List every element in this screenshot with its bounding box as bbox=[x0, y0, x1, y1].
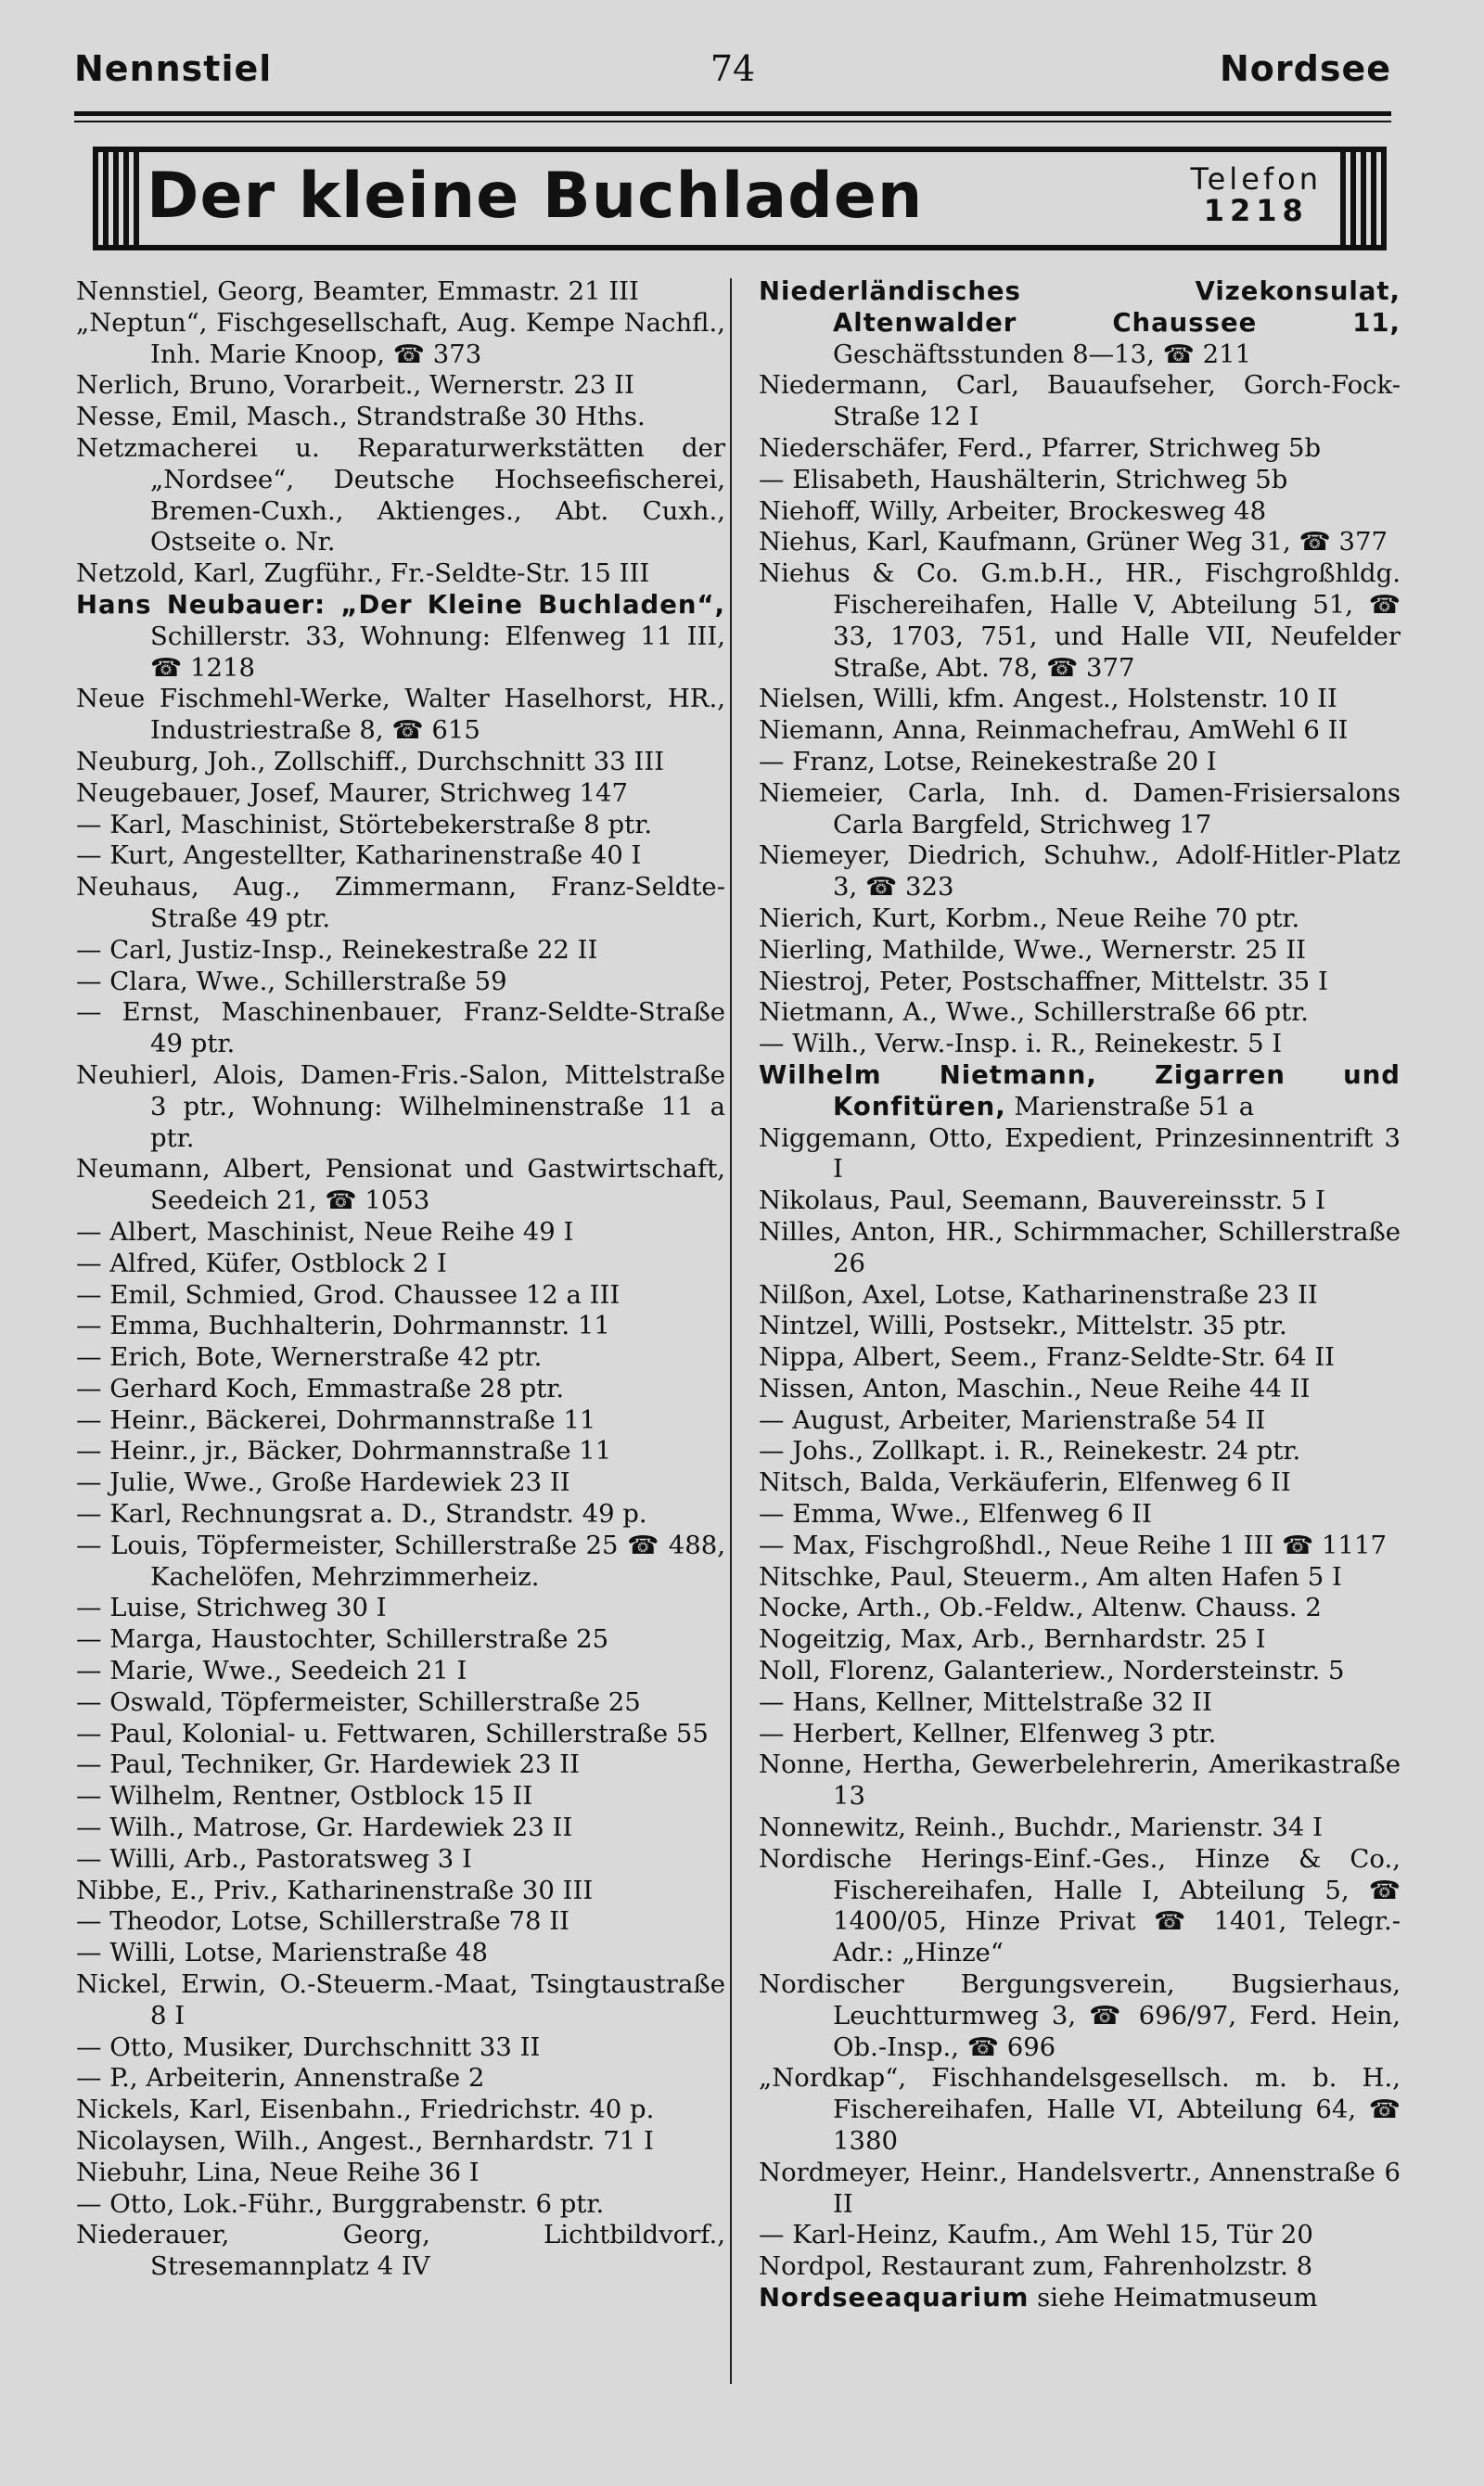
entry-text: Nilles, Anton, HR., Schirmmacher, Schillerstraße 26 bbox=[759, 1216, 1401, 1278]
directory-entry bbox=[76, 2189, 725, 2221]
entry-text: „Neptun“, Fischgesellschaft, Aug. Kempe Nachfl., Inh. Marie Knoop, ☎ 373 bbox=[76, 307, 725, 369]
entry-text: Niehus, Karl, Kaufmann, Grüner Weg 31, ☎ 377 bbox=[759, 527, 1388, 557]
entry-bold-name: Nordseeaquarium bbox=[759, 2283, 1030, 2313]
entry-text: Nickel, Erwin, O.-Steuerm.-Maat, Tsingtaustraße 8 I bbox=[76, 1969, 725, 2031]
entry-text: Niederauer, Georg, Lichtbildvorf., Stresemannplatz 4 IV bbox=[76, 2220, 725, 2282]
directory-entry bbox=[76, 997, 725, 1060]
telefon-label: Telefon bbox=[1190, 161, 1322, 197]
entry-text: — Albert, Maschinist, Neue Reihe 49 I bbox=[76, 1216, 574, 1247]
directory-entry bbox=[76, 1781, 725, 1813]
banner-title: Der kleine Buchladen bbox=[147, 160, 924, 233]
entry-text: Niggemann, Otto, Expedient, Prinzesinnentrift 3 I bbox=[759, 1122, 1401, 1185]
entry-text: Marienstraße 51 a bbox=[1005, 1091, 1255, 1121]
entry-text: Nerlich, Bruno, Vorarbeit., Wernerstr. 23 II bbox=[76, 370, 634, 401]
entry-text: siehe Heimatmuseum bbox=[1029, 2283, 1318, 2313]
directory-entry bbox=[76, 935, 725, 967]
directory-entry bbox=[76, 840, 725, 872]
directory-entry bbox=[76, 1624, 725, 1656]
entry-text: Nitschke, Paul, Steuerm., Am alten Hafen 5 I bbox=[759, 1561, 1342, 1592]
directory-entry bbox=[76, 558, 725, 590]
directory-entry bbox=[76, 370, 725, 402]
entry-text: Nilßon, Axel, Lotse, Katharinenstraße 23 II bbox=[759, 1279, 1318, 1310]
directory-entry bbox=[759, 840, 1401, 903]
entry-text: — Wilh., Matrose, Gr. Hardewiek 23 II bbox=[76, 1813, 573, 1843]
entry-text: — Paul, Techniker, Gr. Hardewiek 23 II bbox=[76, 1749, 580, 1780]
advertisement-banner bbox=[93, 147, 1387, 250]
entry-text: Niemeier, Carla, Inh. d. Damen-Frisiersalons Carla Bargfeld, Strichweg 17 bbox=[759, 777, 1401, 839]
entry-bold-name: Wilhelm Nietmann, Zigarren und Konfitüren, bbox=[759, 1059, 1401, 1121]
entry-text: Nibbe, E., Priv., Katharinenstraße 30 III bbox=[76, 1875, 594, 1905]
entry-text: — Emil, Schmied, Grod. Chaussee 12 a III bbox=[76, 1279, 620, 1310]
directory-entry bbox=[759, 1467, 1401, 1499]
telefon-number: 1218 bbox=[1203, 193, 1309, 228]
entry-bold-name: Niederländisches Vizekonsulat, Altenwalder Chaussee 11, bbox=[759, 276, 1401, 338]
directory-entry bbox=[759, 2283, 1401, 2314]
entry-text: — Emma, Buchhalterin, Dohrmannstr. 11 bbox=[76, 1311, 610, 1341]
directory-entry bbox=[759, 2251, 1401, 2283]
directory-entry bbox=[759, 1656, 1401, 1687]
entry-text: — Karl, Rechnungsrat a. D., Strandstr. 49 p. bbox=[76, 1499, 647, 1530]
entry-text: — P., Arbeiterin, Annenstraße 2 bbox=[76, 2063, 485, 2094]
entry-text: Neue Fischmehl-Werke, Walter Haselhorst, HR., Industriestraße 8, ☎ 615 bbox=[76, 684, 725, 746]
entry-text: — Herbert, Kellner, Elfenweg 3 ptr. bbox=[759, 1718, 1217, 1749]
directory-entry bbox=[76, 1844, 725, 1876]
directory-entry bbox=[76, 2032, 725, 2064]
entry-text: Nennstiel, Georg, Beamter, Emmastr. 21 III bbox=[76, 276, 639, 306]
directory-entry bbox=[76, 1217, 725, 1249]
entry-text: — Paul, Kolonial- u. Fettwaren, Schillerstraße 55 bbox=[76, 1718, 709, 1749]
directory-entry bbox=[76, 433, 725, 558]
entry-text: Nordpol, Restaurant zum, Fahrenholzstr. 8 bbox=[759, 2251, 1313, 2282]
column-divider bbox=[730, 278, 732, 2384]
right-column bbox=[759, 276, 1401, 2314]
entry-text: — Louis, Töpfermeister, Schillerstraße 25 ☎ 488, Kachelöfen, Mehrzimmerheiz. bbox=[76, 1530, 725, 1592]
entry-text: — Hans, Kellner, Mittelstraße 32 II bbox=[759, 1686, 1212, 1717]
directory-entry bbox=[76, 2095, 725, 2126]
entry-text: Netzmacherei u. Reparaturwerkstätten der „Nordsee“, Deutsche Hochseefischerei, Bremen-Cuxh., Aktienges., Abt. Cuxh., Ostseite o. Nr. bbox=[76, 432, 725, 557]
entry-text: „Nordkap“, Fischhandelsgesellsch. m. b. H., Fischereihafen, Halle VI, Abteilung 64, ☎ 1380 bbox=[759, 2063, 1401, 2157]
directory-entry bbox=[759, 1749, 1401, 1813]
entry-text: Nikolaus, Paul, Seemann, Bauvereinsstr. 5 I bbox=[759, 1185, 1326, 1216]
entry-text: — Theodor, Lotse, Schillerstraße 78 II bbox=[76, 1906, 569, 1937]
directory-entry bbox=[759, 1844, 1401, 1969]
directory-entry bbox=[759, 967, 1401, 998]
entry-text: Niehus & Co. G.m.b.H., HR., Fischgroßhldg. Fischereihafen, Halle V, Abteilung 51, ☎ 33, 1703, 751, und Halle VII, Neufelder Straße, Abt. 78, ☎ 377 bbox=[759, 558, 1401, 683]
directory-entry bbox=[759, 433, 1401, 465]
entry-text: Niederschäfer, Ferd., Pfarrer, Strichweg 5b bbox=[759, 432, 1322, 463]
entry-text: Nierling, Mathilde, Wwe., Wernerstr. 25 II bbox=[759, 934, 1307, 965]
directory-entry bbox=[759, 1624, 1401, 1656]
directory-entry bbox=[759, 1374, 1401, 1405]
entry-text: Nonnewitz, Reinh., Buchdr., Marienstr. 34 I bbox=[759, 1813, 1323, 1843]
entry-text: — Wilhelm, Rentner, Ostblock 15 II bbox=[76, 1781, 533, 1812]
directory-entry bbox=[759, 465, 1401, 496]
entry-text: Nesse, Emil, Masch., Strandstraße 30 Hths. bbox=[76, 402, 646, 432]
directory-entry bbox=[759, 778, 1401, 841]
entry-text: — Franz, Lotse, Reinekestraße 20 I bbox=[759, 746, 1217, 776]
entry-text: — Kurt, Angestellter, Katharinenstraße 40 I bbox=[76, 840, 642, 871]
entry-text: — Gerhard Koch, Emmastraße 28 ptr. bbox=[76, 1373, 565, 1403]
directory-entry bbox=[76, 1938, 725, 1969]
left-column bbox=[76, 276, 725, 2283]
running-header bbox=[74, 48, 1391, 95]
directory-entry bbox=[759, 2158, 1401, 2221]
entry-text: Nordische Herings-Einf.-Ges., Hinze & Co., Fischereihafen, Halle I, Abteilung 5, ☎ 1400/05, Hinze Privat ☎ 1401, Telegr.-Adr.: „Hinze“ bbox=[759, 1843, 1401, 1968]
directory-entry bbox=[759, 2063, 1401, 2157]
directory-entry bbox=[759, 1123, 1401, 1186]
entry-text: Schillerstr. 33, Wohnung: Elfenweg 11 III, ☎ 1218 bbox=[150, 621, 725, 683]
entry-text: Niemeyer, Diedrich, Schuhw., Adolf-Hitler-Platz 3, ☎ 323 bbox=[759, 840, 1401, 903]
directory-entry bbox=[76, 872, 725, 935]
directory-entry bbox=[759, 1719, 1401, 1750]
entry-text: Nicolaysen, Wilh., Angest., Bernhardstr. 71 I bbox=[76, 2126, 654, 2157]
header-left-word: Nennstiel bbox=[74, 48, 273, 89]
directory-entry bbox=[76, 1467, 725, 1499]
entry-text: Neumann, Albert, Pensionat und Gastwirtschaft, Seedeich 21, ☎ 1053 bbox=[76, 1154, 725, 1216]
entry-text: — Ernst, Maschinenbauer, Franz-Seldte-Straße 49 ptr. bbox=[76, 997, 725, 1059]
entry-text: Nogeitzig, Max, Arb., Bernhardstr. 25 I bbox=[759, 1624, 1266, 1655]
entry-text: — Karl, Maschinist, Störtebekerstraße 8 ptr. bbox=[76, 809, 653, 839]
directory-entry bbox=[76, 2220, 725, 2283]
entry-text: Nissen, Anton, Maschin., Neue Reihe 44 II bbox=[759, 1373, 1311, 1403]
directory-entry bbox=[76, 1342, 725, 1374]
directory-entry bbox=[76, 967, 725, 998]
entry-text: — Emma, Wwe., Elfenweg 6 II bbox=[759, 1499, 1152, 1530]
directory-entry bbox=[76, 2158, 725, 2189]
entry-text: Nordmeyer, Heinr., Handelsvertr., Annenstraße 6 II bbox=[759, 2157, 1401, 2219]
directory-entry bbox=[759, 370, 1401, 433]
directory-entry bbox=[76, 1656, 725, 1687]
entry-text: — Otto, Musiker, Durchschnitt 33 II bbox=[76, 2031, 541, 2062]
header-rule-thin bbox=[74, 121, 1391, 122]
directory-entry bbox=[76, 1531, 725, 1594]
entry-text: Nintzel, Willi, Postsekr., Mittelstr. 35 ptr. bbox=[759, 1311, 1287, 1341]
entry-text: Nielsen, Willi, kfm. Angest., Holstenstr. 10 II bbox=[759, 684, 1337, 714]
directory-entry bbox=[76, 1060, 725, 1154]
header-rule bbox=[74, 111, 1391, 116]
entry-text: Neuburg, Joh., Zollschiff., Durchschnitt 33 III bbox=[76, 746, 665, 776]
directory-entry bbox=[759, 1217, 1401, 1280]
directory-entry bbox=[76, 1280, 725, 1312]
entry-text: — Alfred, Küfer, Ostblock 2 I bbox=[76, 1248, 447, 1278]
entry-text: Neuhaus, Aug., Zimmermann, Franz-Seldte-Straße 49 ptr. bbox=[76, 872, 725, 933]
directory-entry bbox=[759, 715, 1401, 747]
directory-entry bbox=[759, 1687, 1401, 1719]
directory-entry bbox=[76, 1749, 725, 1781]
entry-text: — Marie, Wwe., Seedeich 21 I bbox=[76, 1656, 467, 1686]
entry-text: — Julie, Wwe., Große Hardewiek 23 II bbox=[76, 1467, 570, 1498]
directory-entry bbox=[76, 590, 725, 684]
directory-entry bbox=[759, 1969, 1401, 2063]
entry-text: Niemann, Anna, Reinmachefrau, AmWehl 6 II bbox=[759, 715, 1349, 746]
entry-text: — Elisabeth, Haushälterin, Strichweg 5b bbox=[759, 464, 1288, 494]
directory-entry bbox=[76, 1249, 725, 1280]
directory-entry bbox=[759, 903, 1401, 935]
directory-entry bbox=[76, 1374, 725, 1405]
entry-text: Nietmann, A., Wwe., Schillerstraße 66 ptr. bbox=[759, 997, 1310, 1028]
directory-entry bbox=[759, 1531, 1401, 1562]
directory-entry bbox=[76, 1311, 725, 1342]
directory-entry bbox=[76, 1499, 725, 1531]
directory-entry bbox=[76, 1154, 725, 1217]
entry-text: — Wilh., Verw.-Insp. i. R., Reinekestr. 5 I bbox=[759, 1029, 1283, 1059]
directory-entry bbox=[759, 1029, 1401, 1060]
directory-entry bbox=[759, 276, 1401, 370]
entry-text: Neuhierl, Alois, Damen-Fris.-Salon, Mittelstraße 3 ptr., Wohnung: Wilhelminenstraße 11 a ptr. bbox=[76, 1059, 725, 1153]
entry-text: Geschäftsstunden 8—13, ☎ 211 bbox=[833, 339, 1252, 369]
entry-text: — Johs., Zollkapt. i. R., Reinekestr. 24 ptr. bbox=[759, 1436, 1301, 1467]
page-number: 74 bbox=[710, 48, 756, 89]
directory-entry bbox=[759, 1342, 1401, 1374]
directory-entry bbox=[759, 1562, 1401, 1594]
entry-text: — Max, Fischgroßhdl., Neue Reihe 1 III ☎ 1117 bbox=[759, 1530, 1388, 1560]
directory-entry bbox=[76, 1719, 725, 1750]
directory-entry bbox=[759, 1813, 1401, 1844]
directory-entry bbox=[759, 1499, 1401, 1531]
entry-text: — Otto, Lok.-Führ., Burggrabenstr. 6 ptr. bbox=[76, 2188, 605, 2219]
entry-text: Nierich, Kurt, Korbm., Neue Reihe 70 ptr. bbox=[759, 903, 1300, 933]
directory-entry bbox=[76, 1436, 725, 1467]
entry-text: Niebuhr, Lina, Neue Reihe 36 I bbox=[76, 2157, 480, 2187]
directory-entry bbox=[759, 1593, 1401, 1624]
directory-entry bbox=[759, 935, 1401, 967]
directory-entry bbox=[76, 2063, 725, 2095]
directory-entry bbox=[76, 1969, 725, 2032]
directory-entry bbox=[76, 1687, 725, 1719]
directory-entry bbox=[76, 810, 725, 841]
directory-entry bbox=[76, 308, 725, 371]
directory-entry bbox=[759, 1185, 1401, 1217]
directory-entry bbox=[759, 1311, 1401, 1342]
directory-entry bbox=[759, 684, 1401, 715]
entry-text: Nordischer Bergungsverein, Bugsierhaus, Leuchtturmweg 3, ☎ 696/97, Ferd. Hein, Ob.-Insp., ☎ 696 bbox=[759, 1969, 1401, 2062]
directory-entry bbox=[76, 1876, 725, 1907]
entry-text: Nonne, Hertha, Gewerbelehrerin, Amerikastraße 13 bbox=[759, 1749, 1401, 1812]
directory-entry bbox=[759, 997, 1401, 1029]
entry-text: — Clara, Wwe., Schillerstraße 59 bbox=[76, 966, 507, 996]
entry-text: Niehoff, Willy, Arbeiter, Brockesweg 48 bbox=[759, 495, 1267, 526]
entry-text: Netzold, Karl, Zugführ., Fr.-Seldte-Str. 15 III bbox=[76, 558, 650, 589]
entry-text: — Karl-Heinz, Kaufm., Am Wehl 15, Tür 20 bbox=[759, 2220, 1313, 2250]
entry-text: — Luise, Strichweg 30 I bbox=[76, 1593, 387, 1623]
directory-entry bbox=[759, 1280, 1401, 1312]
directory-entry bbox=[759, 1060, 1401, 1123]
directory-entry bbox=[759, 527, 1401, 558]
directory-entry bbox=[76, 1813, 725, 1844]
entry-text: Nitsch, Balda, Verkäuferin, Elfenweg 6 II bbox=[759, 1467, 1291, 1498]
directory-entry bbox=[759, 1436, 1401, 1467]
entry-text: Neugebauer, Josef, Maurer, Strichweg 147 bbox=[76, 777, 629, 808]
banner-bars-right bbox=[1340, 152, 1387, 245]
directory-entry bbox=[76, 1593, 725, 1624]
directory-entry bbox=[759, 1405, 1401, 1437]
banner-telefon bbox=[1191, 163, 1323, 226]
entry-text: — Willi, Arb., Pastoratsweg 3 I bbox=[76, 1843, 472, 1874]
directory-entry bbox=[76, 747, 725, 778]
entry-text: — Heinr., jr., Bäcker, Dohrmannstraße 11 bbox=[76, 1436, 612, 1467]
entry-text: — August, Arbeiter, Marienstraße 54 II bbox=[759, 1404, 1266, 1435]
directory-entry bbox=[76, 2126, 725, 2158]
directory-entry bbox=[759, 747, 1401, 778]
directory-entry bbox=[759, 496, 1401, 528]
entry-text: — Marga, Haustochter, Schillerstraße 25 bbox=[76, 1624, 609, 1655]
header-right-word: Nordsee bbox=[1219, 48, 1391, 89]
entry-text: Noll, Florenz, Galanteriew., Nordersteinstr. 5 bbox=[759, 1656, 1345, 1686]
entry-text: — Heinr., Bäckerei, Dohrmannstraße 11 bbox=[76, 1404, 596, 1435]
entry-bold-name: Hans Neubauer: „Der Kleine Buchladen“, bbox=[76, 589, 725, 620]
directory-entry bbox=[759, 558, 1401, 684]
banner-bars-left bbox=[93, 152, 139, 245]
entry-text: Niedermann, Carl, Bauaufseher, Gorch-Fock-Straße 12 I bbox=[759, 370, 1401, 432]
directory-entry bbox=[759, 2220, 1401, 2251]
entry-text: Nippa, Albert, Seem., Franz-Seldte-Str. 64 II bbox=[759, 1342, 1336, 1373]
directory-entry bbox=[76, 778, 725, 810]
entry-text: — Erich, Bote, Wernerstraße 42 ptr. bbox=[76, 1342, 543, 1373]
entry-text: — Carl, Justiz-Insp., Reinekestraße 22 II bbox=[76, 934, 598, 965]
entry-text: Nickels, Karl, Eisenbahn., Friedrichstr. 40 p. bbox=[76, 2095, 655, 2125]
directory-entry bbox=[76, 684, 725, 747]
directory-entry bbox=[76, 402, 725, 433]
entry-text: — Willi, Lotse, Marienstraße 48 bbox=[76, 1938, 488, 1968]
entry-text: — Oswald, Töpfermeister, Schillerstraße 25 bbox=[76, 1686, 641, 1717]
directory-entry bbox=[76, 1405, 725, 1437]
entry-text: Nocke, Arth., Ob.-Feldw., Altenw. Chauss. 2 bbox=[759, 1593, 1322, 1623]
directory-entry bbox=[76, 1906, 725, 1938]
entry-text: Niestroj, Peter, Postschaffner, Mittelstr. 35 I bbox=[759, 966, 1328, 996]
directory-entry bbox=[76, 276, 725, 308]
